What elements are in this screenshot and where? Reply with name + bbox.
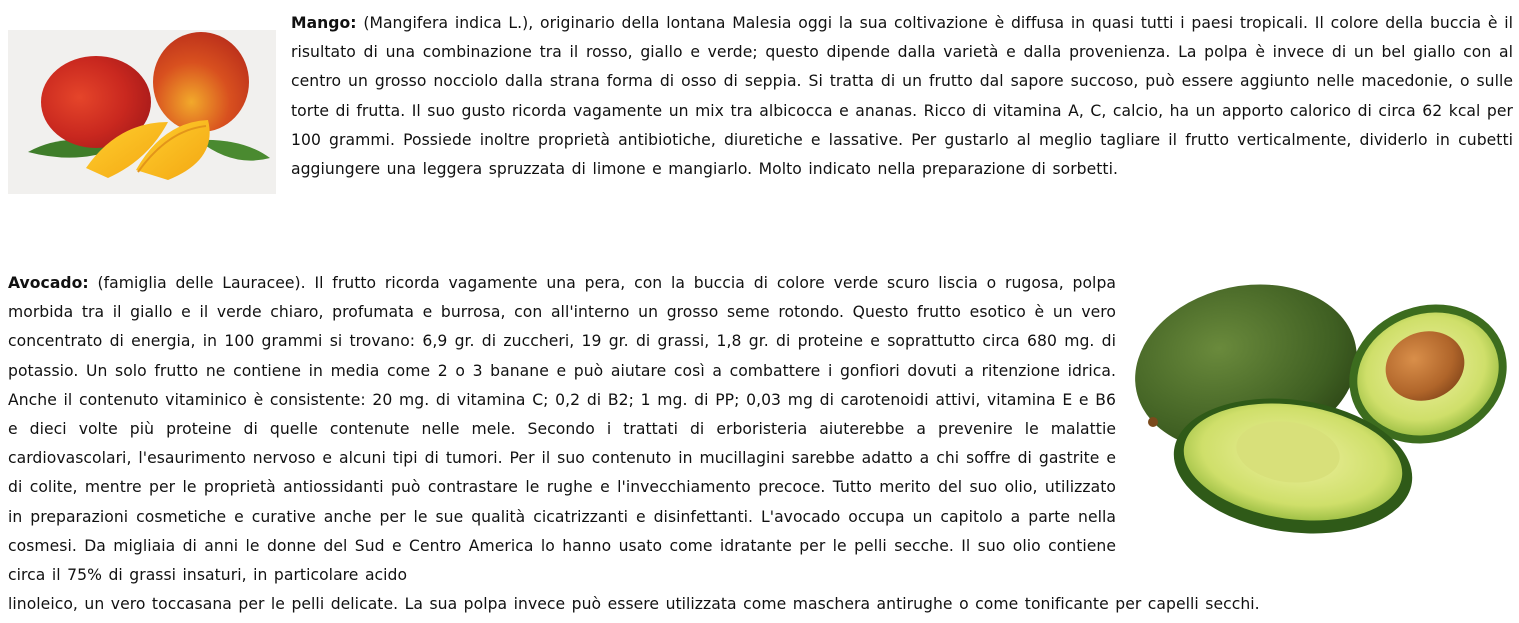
avocado-image — [1128, 276, 1510, 538]
mango-description: (Mangifera indica L.), originario della lontana Malesia oggi la sua coltivazione è diffusa in quasi tutti i paesi tropicali. Il colore della buccia è il risultato di una combinazione tra il rosso, giallo e verde; questo dipende dalla varietà e dalla provenienza. La polpa è invece di un bel giallo con al centro un grosso nocciolo dalla strana forma di osso di seppia. Si tratta di un frutto dal sapore succoso, può essere aggiunto nelle macedonie, o sulle torte di frutta. Il suo gusto ricorda vagamente un mix tra albicocca e ananas. Ricco di vitamina A, C, calcio, ha un apporto calorico di circa 62 kcal per 100 grammi. Possiede inoltre proprietà antibiotiche, diuretiche e lassative. Per gustarlo al meglio tagliare il frutto verticalmente, dividerlo in cubetti aggiungere una leggera spruzzata di limone e mangiarlo. Molto indicato nella preparazione di sorbetti. — [291, 14, 1513, 179]
avocado-description: (famiglia delle Lauracee). Il frutto ricorda vagamente una pera, con la buccia di colore verde scuro liscia o rugosa, polpa morbida tra il giallo e il verde chiaro, profumata e burrosa, con all'interno un grosso seme rotondo. Questo frutto esotico è un vero concentrato di energia, in 100 grammi si trovano: 6,9 gr. di zuccheri, 19 gr. di grassi, 1,8 gr. di proteine e soprattutto circa 680 mg. di potassio. Un solo frutto ne contiene in media come 2 o 3 banane e può aiutare così a combattere i gonfiori dovuti a ritenzione idrica. Anche il contenuto vitaminico è consistente: 20 mg. di vitamina C; 0,2 di B2; 1 mg. di PP; 0,03 mg di carotenoidi attivi, vitamina E e B6 e dieci volte più proteine di quelle contenute nelle mele. Secondo i trattati di erboristeria aiuterebbe a prevenire le malattie cardiovascolari, l'esaurimento nervoso e alcuni tipi di tumori. Per il suo contenuto in mucillagini sarebbe adatto a chi soffre di gastrite e di colite, mentre per le proprietà antiossidanti può contrastare le rughe e l'invecchiamento precoce. Tutto merito del suo olio, utilizzato in preparazioni cosmetiche e curative anche per le sue qualità cicatrizzanti e disinfettanti. L'avocado occupa un capitolo a parte nella cosmesi. Da migliaia di anni le donne del Sud e Centro America lo hanno usato come idratante per le pelli secche. Il suo olio contiene circa il 75% di grassi insaturi, in particolare acido — [8, 274, 1116, 585]
mango-term: Mango: — [291, 14, 357, 32]
avocado-description-last-line: linoleico, un vero toccasana per le pelli delicate. La sua polpa invece può essere utilizzata come maschera antirughe o come tonificante per capelli secchi. — [8, 595, 1260, 614]
mango-paragraph — [291, 9, 1513, 184]
avocado-paragraph — [8, 269, 1260, 619]
mango-image — [8, 30, 276, 194]
avocado-term: Avocado: — [8, 274, 89, 292]
